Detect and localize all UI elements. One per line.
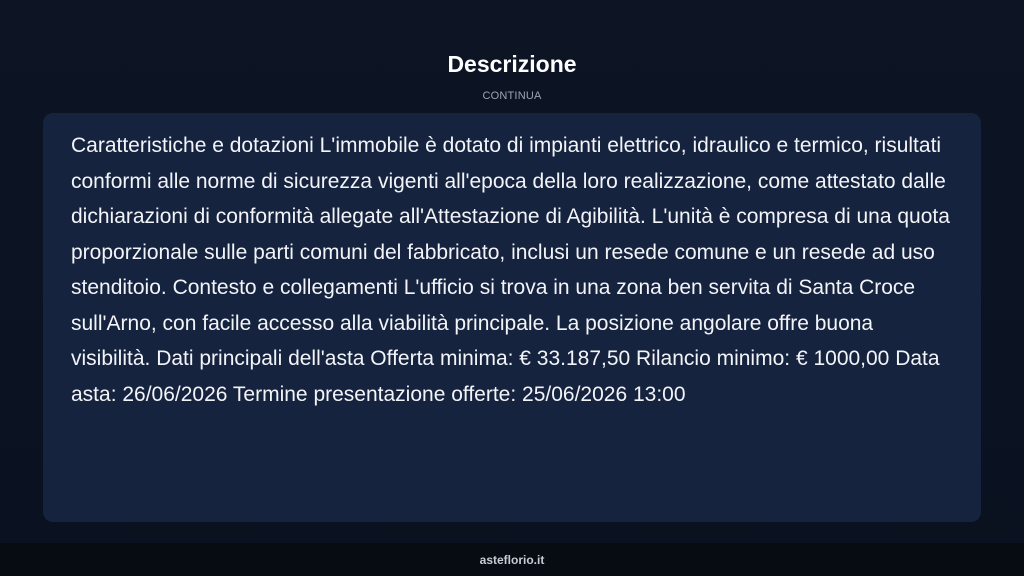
page-title: Descrizione xyxy=(447,51,577,77)
description-card xyxy=(43,113,981,522)
continue-label: CONTINUA xyxy=(482,90,542,102)
description-text: Caratteristiche e dotazioni L'immobile è dotato di impianti elettrico, idraulico e termico, risultati conformi alle norme di sicurezza vigenti all'epoca della loro realizzazione, come attestato dalle dichiarazioni di conformità allegate all'Attestazione di Agibilità. L'unità è compresa di una quota proporzionale sulle parti comuni del fabbricato, inclusi un resede comune e un resede ad uso stenditoio. Contesto e collegamenti L'ufficio si trova in una zona ben servita di Santa Croce sull'Arno, con facile accesso alla viabilità principale. La posizione angolare offre buona visibilità. Dati principali dell'asta Offerta minima: € 33.187,50 Rilancio minimo: € 1000,00 Data asta: 26/06/2026 Termine presentazione offerte: 25/06/2026 13:00 xyxy=(71,134,950,406)
footer-bar xyxy=(0,543,1024,576)
site-name: asteflorio.it xyxy=(479,553,545,567)
